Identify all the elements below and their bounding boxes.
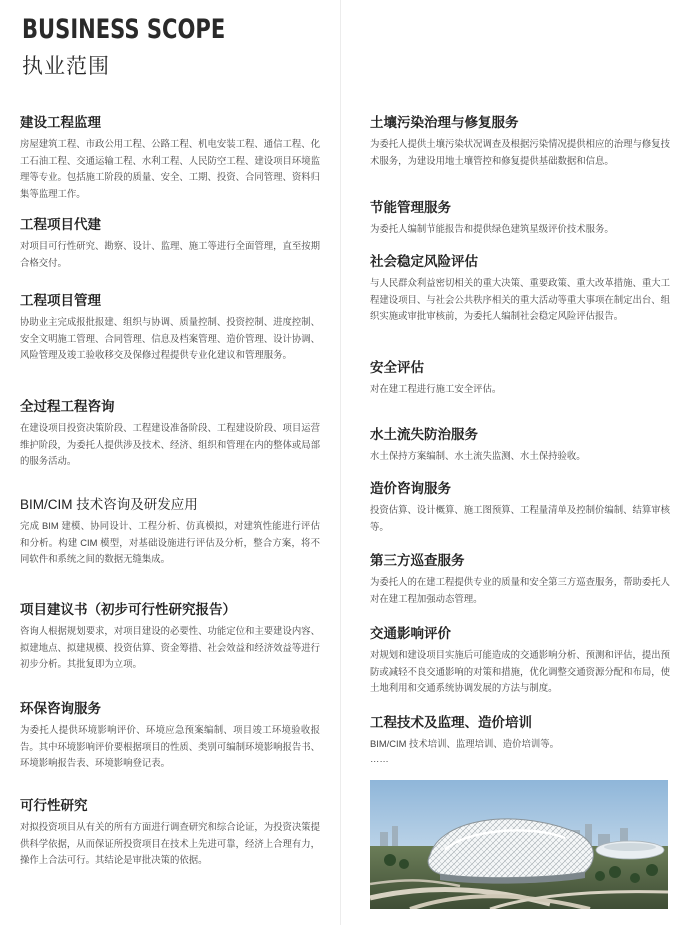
page-title-chinese: 执业范围 <box>22 55 110 78</box>
section-description: BIM/CIM 技术培训、监理培训、造价培训等。 <box>370 738 560 749</box>
section-title: 工程技术及监理、造价培训 <box>370 715 532 730</box>
section-ellipsis: …… <box>370 752 389 764</box>
section-training <box>370 714 670 765</box>
section-whole-process-consulting <box>20 398 320 470</box>
section-description: 在建设项目投资决策阶段、工程建设准备阶段、工程建设阶段、项目运营维护阶段，为委托人提供涉及技术、经济、组织和管理在内的整体或局部的服务活动。 <box>20 422 321 467</box>
section-feasibility-study <box>20 797 320 869</box>
section-title: 建设工程监理 <box>20 115 101 130</box>
section-description: 完成 BIM 建模、协同设计、工程分析、仿真模拟，对建筑性能进行评估和分析。构建 CIM 模型，对基础设施进行评估及分析，整合方案，将不同软件和系统之间的数据无缝集成。 <box>20 520 320 565</box>
section-bim-cim <box>20 496 320 568</box>
section-title: 水土流失防治服务 <box>370 427 478 442</box>
section-environmental-consulting <box>20 700 320 772</box>
section-description: 为委托人编制节能报告和提供绿色建筑星级评价技术服务。 <box>370 223 614 234</box>
section-description: 对规划和建设项目实施后可能造成的交通影响分析、预测和评估，提出预防或减轻不良交通影响的对策和措施，优化调整交通资源分配和布局，使土地利用和交通系统协调发展的方法与制度。 <box>370 649 671 694</box>
section-project-management <box>20 292 320 364</box>
stadium-photo <box>370 780 668 909</box>
section-description: 投资估算、设计概算、施工图预算、工程量清单及控制价编制、结算审核等。 <box>370 504 671 532</box>
section-cost-consulting <box>370 480 670 535</box>
section-third-party-inspection <box>370 552 670 607</box>
section-project-agency <box>20 216 320 271</box>
section-title: 节能管理服务 <box>370 200 451 215</box>
section-title: 第三方巡查服务 <box>370 553 465 568</box>
section-description: 与人民群众利益密切相关的重大决策、重要政策、重大改革措施、重大工程建设项目、与社会公共秩序相关的重大活动等重大事项在制定出台、组织实施或审批审核前，为委托人编制社会稳定风险评估报告。 <box>370 277 671 322</box>
page-title-english: BUSINESS SCOPE <box>22 14 226 45</box>
section-title: BIM/CIM 技术咨询及研发应用 <box>20 497 198 512</box>
section-description: 水土保持方案编制、水土流失监测、水土保持验收。 <box>370 450 586 461</box>
section-description: 咨询人根据规划要求，对项目建设的必要性、功能定位和主要建设内容、拟建地点、拟建规模、投资估算、资金筹措、社会效益和经济效益等进行初步分析。其批复即为立项。 <box>20 625 321 670</box>
section-title: 土壤污染治理与修复服务 <box>370 115 519 130</box>
section-project-proposal <box>20 601 320 673</box>
column-divider <box>340 0 341 925</box>
section-title: 交通影响评价 <box>370 626 451 641</box>
section-description: 为委托人的在建工程提供专业的质量和安全第三方巡查服务，帮助委托人对在建工程加强动态管理。 <box>370 576 671 604</box>
section-title: 安全评估 <box>370 360 424 375</box>
section-title: 工程项目管理 <box>20 293 101 308</box>
section-social-stability-risk <box>370 253 670 325</box>
section-description: 为委托人提供土壤污染状况调查及根据污染情况提供相应的治理与修复技术服务，为建设用地土壤管控和修复提供基础数据和信息。 <box>370 138 671 166</box>
section-title: 造价咨询服务 <box>370 481 451 496</box>
section-title: 社会稳定风险评估 <box>370 254 478 269</box>
section-description: 为委托人提供环境影响评价、环境应急预案编制、项目竣工环境验收报告。其中环境影响评价要根据项目的性质、类别可编制环境影响报告书、环境影响报告表、环境影响登记表。 <box>20 724 321 769</box>
section-title: 环保咨询服务 <box>20 701 101 716</box>
section-soil-erosion <box>370 426 670 465</box>
section-description: 对拟投资项目从有关的所有方面进行调查研究和综合论证，为投资决策提供科学依据，从而保证所投资项目在技术上先进可靠，经济上合理有力，操作上合法可行。其结论是审批决策的依据。 <box>20 821 321 866</box>
section-description: 协助业主完成报批报建、组织与协调、质量控制、投资控制、进度控制、安全文明施工管理、合同管理、信息及档案管理、造价管理、设计协调、风险管理及竣工验收移交及保修过程提供专业化建议和管理服务。 <box>20 316 321 361</box>
section-title: 全过程工程咨询 <box>20 399 115 414</box>
section-description: 对在建工程进行施工安全评估。 <box>370 383 502 394</box>
section-soil-remediation <box>370 114 670 169</box>
section-title: 项目建议书（初步可行性研究报告） <box>20 602 236 617</box>
section-title: 可行性研究 <box>20 798 88 813</box>
section-energy-management <box>370 199 670 238</box>
section-construction-supervision <box>20 114 320 202</box>
section-title: 工程项目代建 <box>20 217 101 232</box>
section-traffic-impact <box>370 625 670 697</box>
section-safety-assessment <box>370 359 670 398</box>
section-description: 房屋建筑工程、市政公用工程、公路工程、机电安装工程、通信工程、化工石油工程、交通运输工程、水利工程、人民防空工程、建设项目环境监理等专业。包括施工阶段的质量、安全、工期、投资、合同管理、资料归集等监理工作。 <box>20 138 321 199</box>
section-description: 对项目可行性研究、勘察、设计、监理、施工等进行全面管理，直至按期合格交付。 <box>20 240 321 268</box>
